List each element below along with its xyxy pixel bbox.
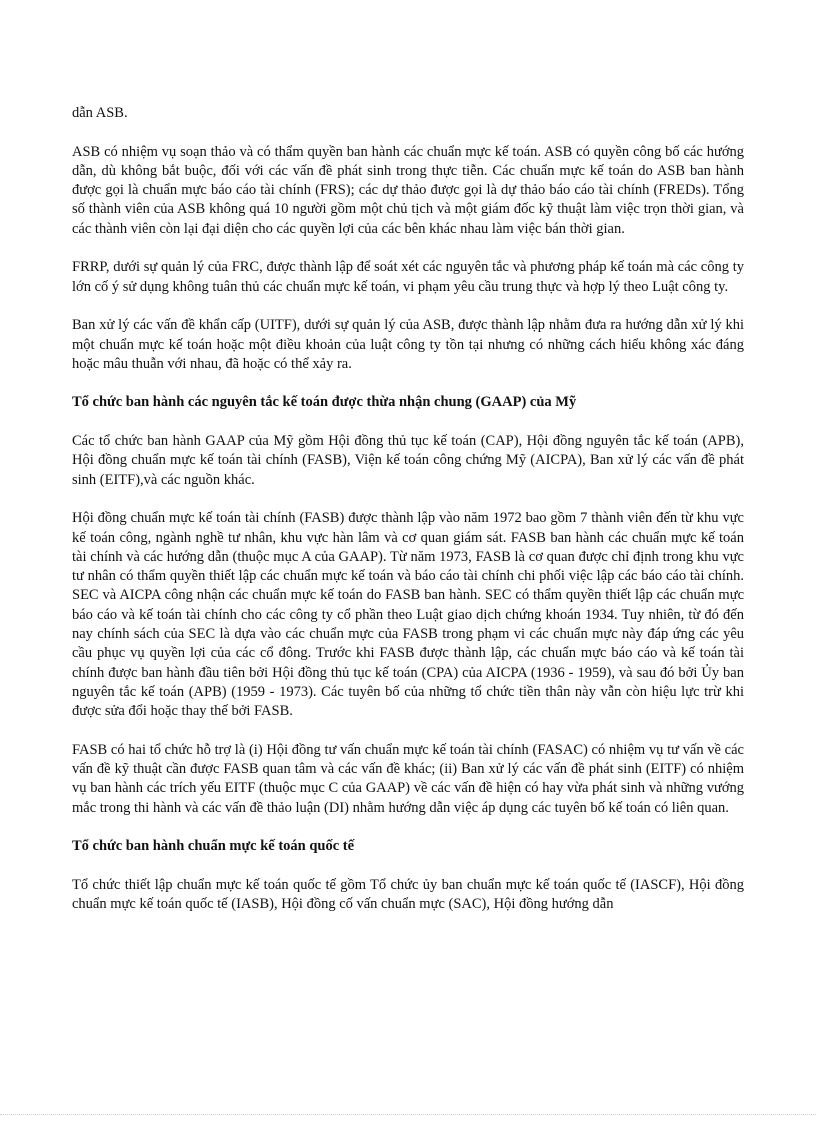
paragraph-international-bodies: Tổ chức thiết lập chuẩn mực kế toán quốc tế gồm Tổ chức ủy ban chuẩn mực kế toán quốc tế (IASCF), Hội đồng chuẩn mực kế toán quốc tế (IASB), Hội đồng cố vấn chuẩn mực (SAC), Hội đồng hướng dẫn <box>72 876 744 913</box>
heading-international-standards: Tổ chức ban hành chuẩn mực kế toán quốc tế <box>72 838 355 855</box>
document-page <box>72 104 744 934</box>
paragraph-asb-duties: ASB có nhiệm vụ soạn thảo và có thẩm quyền ban hành các chuẩn mực kế toán. ASB có quyền công bố các hướng dẫn, dù không bắt buộc, đối với các vấn đề phát sinh trong thực tiễn. Các chuẩn mực kế toán do ASB ban hành được gọi là chuẩn mực báo cáo tài chính (FRS); các dự thảo được gọi là dự thảo báo cáo tài chính (FREDs). Tổng số thành viên của ASB không quá 10 người gồm một chủ tịch và một giám đốc kỹ thuật làm việc trọn thời gian, và các thành viên còn lại đại diện cho các quyền lợi của các bên khác nhau làm việc bán thời gian. <box>72 143 744 237</box>
paragraph-uitf: Ban xử lý các vấn đề khẩn cấp (UITF), dưới sự quản lý của ASB, được thành lập nhằm đưa ra hướng dẫn xử lý khi một chuẩn mực kế toán hoặc một điều khoản của luật công ty tồn tại nhưng có những cách hiểu không xác đáng hoặc mâu thuẫn với nhau, đã hoặc có thể xảy ra. <box>72 317 744 372</box>
paragraph-frrp: FRRP, dưới sự quản lý của FRC, được thành lập để soát xét các nguyên tắc và phương pháp kế toán mà các công ty lớn cố ý sử dụng không tuân thủ các chuẩn mực kế toán, vi phạm yêu cầu trung thực và hợp lý theo Luật công ty. <box>72 259 744 295</box>
paragraph-us-gaap-bodies: Các tổ chức ban hành GAAP của Mỹ gồm Hội đồng thủ tục kế toán (CAP), Hội đồng nguyên tắc kế toán (APB), Hội đồng chuẩn mực kế toán tài chính (FASB), Viện kế toán công chứng Mỹ (AICPA), Ban xử lý các vấn đề phát sinh (EITF),và các nguồn khác. <box>72 433 744 488</box>
paragraph-fasb-support: FASB có hai tổ chức hỗ trợ là (i) Hội đồng tư vấn chuẩn mực kế toán tài chính (FASAC) có nhiệm vụ tư vấn về các vấn đề kỹ thuật cần được FASB quan tâm và các vấn đề khác; (ii) Ban xử lý các vấn đề phát sinh (EITF) có nhiệm vụ ban hành các trích yếu EITF (thuộc mục C của GAAP) về các vấn đề hiện có hay vừa phát sinh và những vướng mắc trong thi hành và các vấn đề thảo luận (DI) nhằm hướng dẫn việc áp dụng các tuyên bố kế toán có liên quan. <box>72 741 744 816</box>
heading-us-gaap: Tổ chức ban hành các nguyên tắc kế toán được thừa nhận chung (GAAP) của Mỹ <box>72 394 577 411</box>
page-bottom-divider <box>0 1114 816 1115</box>
paragraph-asb-intro-tail: dẫn ASB. <box>72 105 128 121</box>
paragraph-fasb: Hội đồng chuẩn mực kế toán tài chính (FASB) được thành lập vào năm 1972 bao gồm 7 thành viên đến từ khu vực kế toán công, ngành nghề tư nhân, khu vực hàn lâm và cơ quan giám sát. FASB ban hành các chuẩn mực kế toán tài chính và các hướng dẫn (thuộc mục A của GAAP). Từ năm 1973, FASB là cơ quan được chỉ định trong khu vực tư nhân có thẩm quyền thiết lập các chuẩn mực kế toán và báo cáo tài chính chi phối việc lập các báo cáo tài chính. SEC và AICPA công nhận các chuẩn mực kế toán do FASB ban hành. SEC có thẩm quyền thiết lập các chuẩn mực báo cáo và kế toán tài chính cho các công ty cổ phần theo Luật giao dịch chứng khoán 1934. Tuy nhiên, từ đó đến nay chính sách của SEC là dựa vào các chuẩn mực của FASB trong phạm vi các chuẩn mực này đáp ứng các yêu cầu phục vụ quyền lợi của các cổ đông. Trước khi FASB được thành lập, các chuẩn mực báo cáo và kế toán tài chính được ban hành đầu tiên bởi Hội đồng thủ tục kế toán (CPA) của AICPA (1936 - 1959), và sau đó bởi Ủy ban nguyên tắc kế toán (APB) (1959 - 1973). Các tuyên bố của những tổ chức tiền thân này vẫn còn hiệu lực trừ khi được sửa đổi hoặc thay thế bởi FASB. <box>72 510 744 720</box>
